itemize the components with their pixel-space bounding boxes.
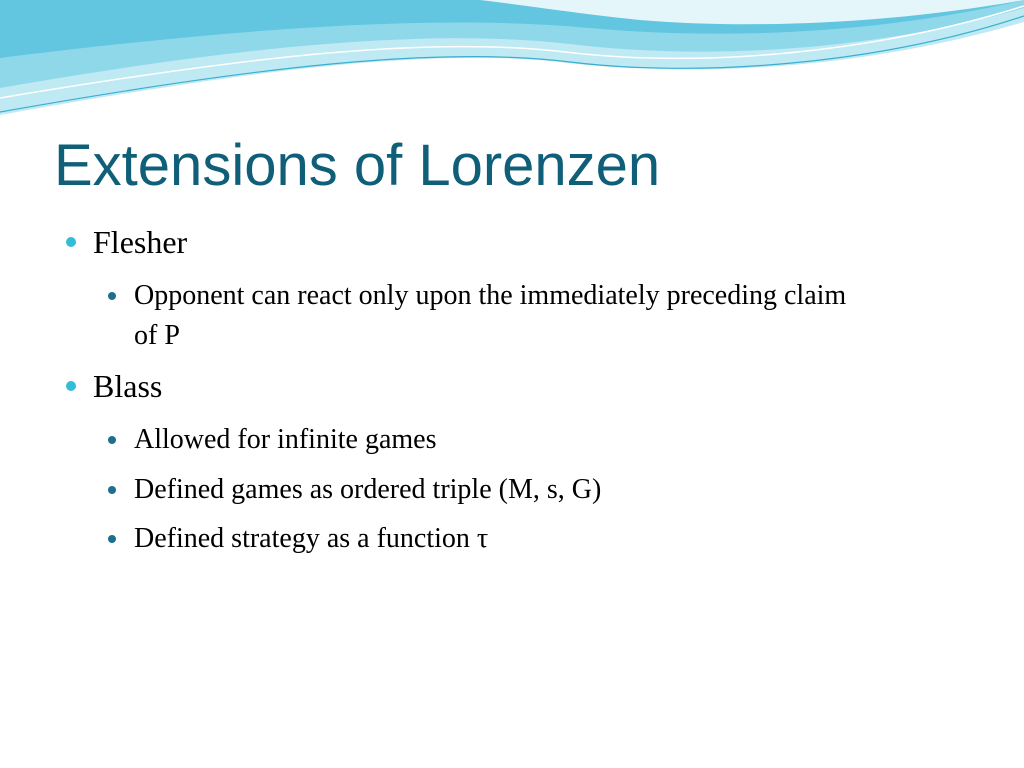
sub-bullet-dot-icon [108, 436, 116, 444]
sub-bullet-label: Defined strategy as a function τ [134, 523, 489, 554]
header-wave-decoration [0, 0, 1024, 130]
sub-bullet-label: Allowed for infinite games [134, 424, 437, 455]
sub-bullet-label: Opponent can react only upon the immediately preceding claim of P [134, 280, 847, 351]
sub-bullet-dot-icon [108, 486, 116, 494]
bullet-label: Blass [93, 368, 163, 404]
slide-title: Extensions of Lorenzen [54, 133, 661, 198]
sub-bullet-label: Defined games as ordered triple (M, s, G) [134, 474, 602, 505]
bullet-dot-icon [66, 237, 76, 247]
sub-bullet-dot-icon [108, 535, 116, 543]
sub-bullet-dot-icon [108, 292, 116, 300]
bullet-label: Flesher [93, 224, 188, 260]
bullet-dot-icon [66, 381, 76, 391]
